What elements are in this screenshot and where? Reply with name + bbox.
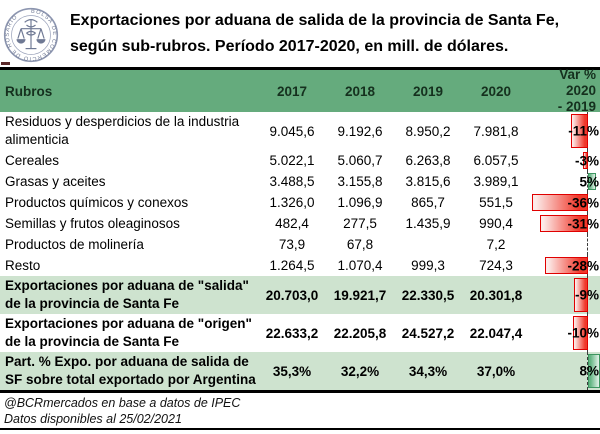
column-header-rubros: Rubros	[5, 83, 53, 99]
table-row	[0, 112, 600, 150]
value-cell: 1.070,4	[337, 258, 383, 273]
table-row	[0, 192, 600, 213]
logo-circular-text: BOLSA DE COMERCIO DE ROSARIO	[4, 8, 58, 62]
table-row	[0, 150, 600, 171]
row-label: Exportaciones por aduana de "origen" de la provincia de Santa Fe	[5, 316, 252, 349]
value-cell: 22.047,4	[469, 325, 523, 341]
value-cell: 34,3%	[408, 363, 448, 379]
value-cell: 32,2%	[340, 363, 380, 379]
databar-axis	[587, 234, 588, 255]
row-label: Productos de molinería	[5, 236, 144, 252]
value-cell: 3.989,1	[473, 174, 519, 189]
table-body	[0, 112, 600, 390]
var-value: -3%	[574, 153, 599, 168]
table-row	[0, 352, 600, 390]
value-cell: 22.633,2	[265, 325, 319, 341]
var-value: -9%	[574, 287, 599, 303]
value-cell: 1.264,5	[269, 258, 315, 273]
value-cell: 19.921,7	[333, 287, 387, 303]
column-header-2017: 2017	[276, 83, 308, 99]
row-label: Resto	[5, 257, 41, 273]
var-value: -31%	[567, 216, 599, 231]
value-cell: 9.045,6	[269, 123, 315, 139]
value-cell: 24.527,2	[401, 325, 455, 341]
value-cell: 20.703,0	[265, 287, 319, 303]
value-cell: 482,4	[275, 216, 309, 231]
value-cell: 1.435,9	[405, 216, 451, 231]
var-value: -36%	[567, 195, 599, 210]
var-value: 8%	[579, 363, 599, 379]
value-cell: 551,5	[479, 195, 513, 210]
row-label: Grasas y aceites	[5, 173, 106, 189]
row-label: Productos químicos y conexos	[5, 194, 189, 210]
var-cell	[530, 213, 600, 234]
value-cell: 9.192,6	[337, 123, 383, 139]
row-label: Cereales	[5, 152, 60, 168]
var-value: 5%	[579, 174, 599, 189]
column-header-var	[530, 67, 600, 114]
row-label: Part. % Expo. por aduana de salida de SF sobre total exportado por Argentina	[5, 354, 256, 387]
var-value: -11%	[568, 123, 599, 139]
value-cell: 6.057,5	[473, 153, 519, 168]
footer-divider	[0, 428, 600, 430]
table-row	[0, 213, 600, 234]
anchor-artifact-mark	[1, 62, 10, 65]
value-cell: 22.330,5	[401, 287, 455, 303]
var-header-line-1: Var % 2020	[559, 67, 596, 98]
column-header-2020: 2020	[480, 83, 512, 99]
var-value: -10%	[567, 325, 599, 341]
value-cell: 1.326,0	[269, 195, 315, 210]
table-row	[0, 234, 600, 255]
var-cell	[530, 234, 600, 255]
table-row	[0, 314, 600, 352]
credit-line-2: Datos disponibles al 25/02/2021	[4, 412, 182, 426]
table-row	[0, 276, 600, 314]
var-cell	[530, 112, 600, 150]
table-header-row	[0, 67, 600, 114]
source-credit	[0, 393, 600, 428]
value-cell: 7,2	[486, 237, 506, 252]
value-cell: 37,0%	[476, 363, 516, 379]
var-cell	[530, 352, 600, 390]
title-line-1: Exportaciones por aduana de salida de la provincia de Santa Fe,	[70, 12, 560, 29]
value-cell: 1.096,9	[337, 195, 383, 210]
value-cell: 7.981,8	[473, 123, 519, 139]
column-header-2018: 2018	[344, 83, 376, 99]
row-label: Exportaciones por aduana de "salida" de la provincia de Santa Fe	[5, 278, 249, 311]
var-header-line-2: - 2019	[557, 99, 596, 114]
credit-line-1: @BCRmercados en base a datos de IPEC	[4, 396, 241, 410]
value-cell: 73,9	[278, 237, 306, 252]
title-line-2: según sub-rubros. Período 2017-2020, en mill. de dólares.	[70, 38, 509, 55]
value-cell: 22.205,8	[333, 325, 387, 341]
column-header-2019: 2019	[412, 83, 444, 99]
var-value: -28%	[567, 258, 599, 273]
figure-title	[70, 5, 559, 60]
value-cell: 724,3	[479, 258, 513, 273]
value-cell: 999,3	[411, 258, 445, 273]
value-cell: 8.950,2	[405, 123, 451, 139]
figure-header	[0, 0, 600, 67]
var-cell	[530, 192, 600, 213]
table-row	[0, 255, 600, 276]
value-cell: 277,5	[343, 216, 377, 231]
value-cell: 5.060,7	[337, 153, 383, 168]
var-cell	[530, 150, 600, 171]
var-cell	[530, 255, 600, 276]
var-cell	[530, 276, 600, 314]
value-cell: 865,7	[411, 195, 445, 210]
value-cell: 990,4	[479, 216, 513, 231]
value-cell: 67,8	[346, 237, 374, 252]
value-cell: 3.815,6	[405, 174, 451, 189]
table-row	[0, 171, 600, 192]
value-cell: 20.301,8	[469, 287, 523, 303]
value-cell: 3.155,8	[337, 174, 383, 189]
row-label: Residuos y desperdicios de la industria alimenticia	[5, 114, 240, 147]
row-label: Semillas y frutos oleaginosos	[5, 215, 180, 231]
value-cell: 6.263,8	[405, 153, 451, 168]
var-cell	[530, 171, 600, 192]
value-cell: 35,3%	[272, 363, 312, 379]
value-cell: 3.488,5	[269, 174, 315, 189]
bcr-seal-logo	[2, 6, 60, 64]
value-cell: 5.022,1	[269, 153, 315, 168]
var-cell	[530, 314, 600, 352]
